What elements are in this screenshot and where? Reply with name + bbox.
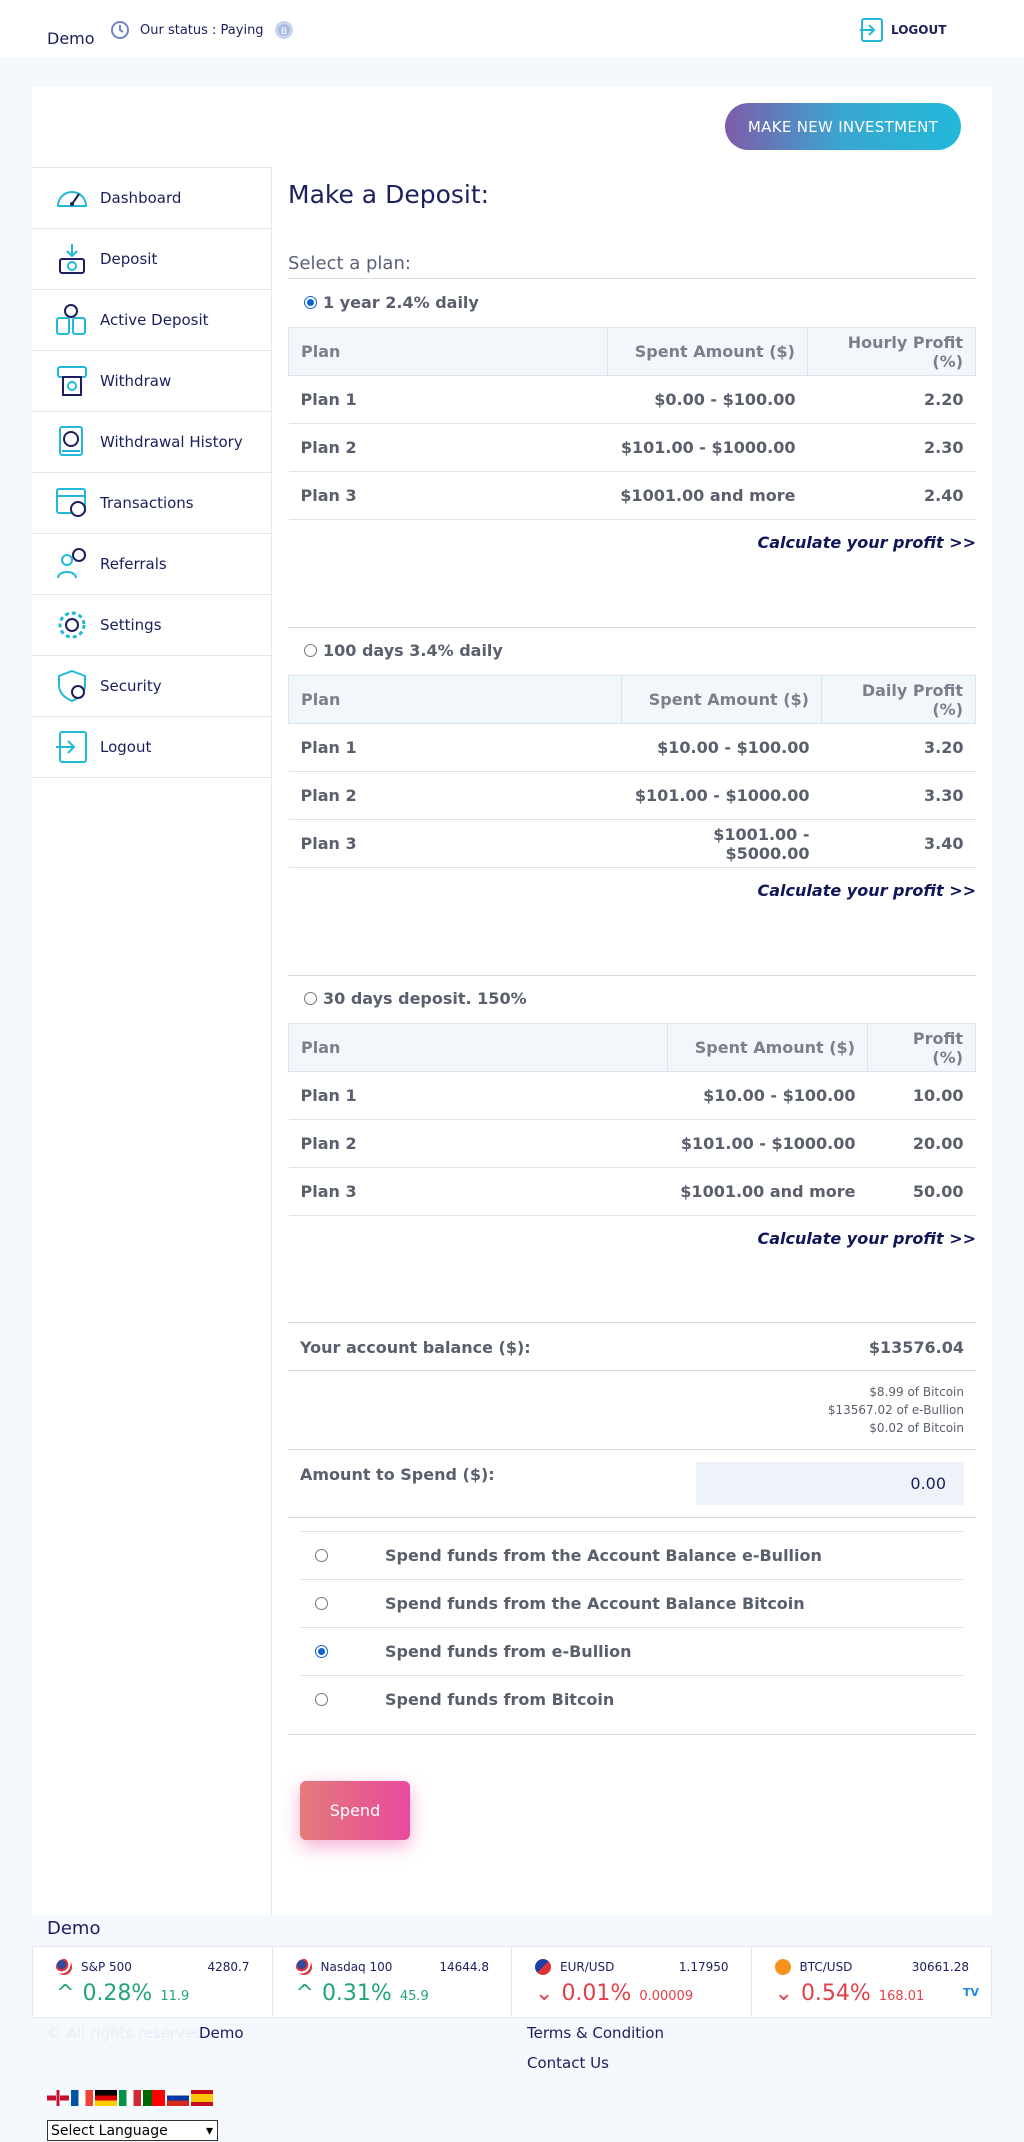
ticker-change	[775, 1981, 925, 2006]
sidebar-item-transactions[interactable]	[32, 473, 271, 534]
divider	[288, 1517, 976, 1518]
russian-flag-icon[interactable]	[167, 2090, 189, 2106]
plan-option-1[interactable]	[304, 293, 479, 312]
table-cell: Plan 1	[289, 376, 608, 424]
divider	[288, 975, 976, 976]
chevron-up-icon: ^	[56, 1981, 75, 2006]
eu-us-flag-icon	[535, 1959, 551, 1975]
table-header: Plan	[289, 676, 622, 724]
table-cell: Plan 1	[289, 1072, 668, 1120]
balance-value: $13576.04	[868, 1338, 964, 1357]
ticker-change	[56, 1981, 189, 2006]
divider	[288, 1734, 976, 1735]
calculate-profit-link[interactable]: Calculate your profit >>	[757, 533, 976, 552]
ticker-change	[296, 1981, 429, 2006]
table-cell: 10.00	[868, 1072, 976, 1120]
chevron-up-icon: ^	[295, 1981, 314, 2006]
ticker-change-abs: 45.9	[399, 1989, 429, 2004]
us-flag-icon	[56, 1959, 72, 1975]
spend-option-4[interactable]	[300, 1675, 964, 1723]
ticker-price: 1.17950	[678, 1960, 729, 1974]
bitcoin-document-icon	[54, 424, 90, 460]
ticker-price: 4280.7	[207, 1960, 250, 1974]
spend-radio[interactable]	[315, 1597, 328, 1610]
page-title: Make a Deposit:	[288, 180, 490, 209]
table-cell: 2.30	[808, 424, 976, 472]
gear-icon	[54, 607, 90, 643]
sidebar-item-active-deposit[interactable]	[32, 290, 271, 351]
sidebar-item-label: Transactions	[100, 494, 194, 512]
table-cell: Plan 2	[289, 772, 622, 820]
spend-option-label: Spend funds from Bitcoin	[385, 1690, 615, 1709]
table-cell: 3.20	[822, 724, 976, 772]
sidebar-item-label: Settings	[100, 616, 162, 634]
table-cell: 2.40	[808, 472, 976, 520]
footer-link-contact[interactable]: Contact Us	[527, 2054, 609, 2072]
logout-top-label: LOGOUT	[891, 23, 947, 37]
balance-label: Your account balance ($):	[300, 1338, 531, 1357]
french-flag-icon[interactable]	[71, 2090, 93, 2106]
sidebar-item-referrals[interactable]	[32, 534, 271, 595]
us-flag-icon	[296, 1959, 312, 1975]
sidebar-item-logout[interactable]	[32, 717, 271, 778]
balance-detail: $0.02 of Bitcoin	[869, 1421, 964, 1435]
sidebar-item-withdraw[interactable]	[32, 351, 271, 412]
speedometer-icon	[54, 180, 90, 216]
balance-detail: $8.99 of Bitcoin	[869, 1385, 964, 1399]
sidebar-item-label: Deposit	[100, 250, 158, 268]
plan-name: 30 days deposit. 150%	[323, 989, 527, 1008]
chevron-down-icon: ▾	[205, 2122, 213, 2139]
calculate-profit-link[interactable]: Calculate your profit >>	[757, 1229, 976, 1248]
logout-top-button[interactable]	[859, 17, 946, 43]
plan-table-3	[288, 1023, 976, 1216]
table-cell: Plan 1	[289, 724, 622, 772]
ticker-change	[535, 1981, 693, 2006]
plan-option-2[interactable]	[304, 641, 503, 660]
copyright-text: © All rights reserved.	[47, 2024, 209, 2042]
portuguese-flag-icon[interactable]	[143, 2090, 165, 2106]
table-header-row	[289, 328, 976, 376]
ticker-change-pct: 0.01%	[561, 1981, 632, 2006]
table-cell: $1001.00 and more	[668, 1168, 868, 1216]
amount-label: Amount to Spend ($):	[300, 1465, 495, 1484]
spend-option-3[interactable]	[300, 1627, 964, 1675]
ticker-name: S&P 500	[81, 1960, 132, 1974]
sidebar-item-dashboard[interactable]	[32, 168, 271, 229]
table-header: Hourly Profit (%)	[808, 328, 976, 376]
plan-table-1	[288, 327, 976, 520]
table-row	[289, 772, 976, 820]
spend-option-label: Spend funds from e-Bullion	[385, 1642, 632, 1661]
spend-radio[interactable]	[315, 1693, 328, 1706]
table-header: Spent Amount ($)	[608, 328, 808, 376]
chevron-down-icon: ⌄	[774, 1981, 793, 2006]
bitcoin-coin-icon	[274, 20, 294, 40]
table-row	[289, 1168, 976, 1216]
ticker-change-pct: 0.28%	[82, 1981, 153, 2006]
atm-withdraw-icon	[54, 363, 90, 399]
sidebar-item-deposit[interactable]	[32, 229, 271, 290]
sidebar-item-label: Withdrawal History	[100, 433, 243, 451]
spend-radio[interactable]	[315, 1549, 328, 1562]
language-flags	[47, 2090, 213, 2106]
spend-option-2[interactable]	[300, 1579, 964, 1627]
divider	[288, 1322, 976, 1323]
table-cell: Plan 3	[289, 472, 608, 520]
make-new-investment-button[interactable]: MAKE NEW INVESTMENT	[725, 103, 961, 150]
table-cell: 50.00	[868, 1168, 976, 1216]
amount-input[interactable]	[696, 1462, 964, 1505]
language-select-value: Select Language	[51, 2122, 168, 2139]
table-row	[289, 1120, 976, 1168]
divider	[288, 1370, 976, 1371]
ticker-change-abs: 11.9	[160, 1989, 190, 2004]
plan-table-2	[288, 675, 976, 868]
table-header: Profit (%)	[868, 1024, 976, 1072]
select-plan-label: Select a plan:	[288, 253, 411, 274]
status-text: Our status : Paying	[140, 23, 264, 38]
spend-button[interactable]: Spend	[300, 1781, 410, 1840]
svg-text:B: B	[280, 27, 288, 37]
sidebar-item-withdrawal-history[interactable]	[32, 412, 271, 473]
sidebar-item-label: Logout	[100, 738, 152, 756]
brand-name[interactable]: Demo	[47, 29, 95, 48]
language-select[interactable]	[47, 2120, 218, 2141]
table-cell: Plan 3	[289, 820, 622, 868]
calculate-profit-link[interactable]: Calculate your profit >>	[757, 881, 976, 900]
table-header: Spent Amount ($)	[622, 676, 822, 724]
sidebar-item-label: Withdraw	[100, 372, 172, 390]
table-header-row	[289, 1024, 976, 1072]
plan-radio-2[interactable]	[304, 644, 317, 657]
ticker-change-pct: 0.54%	[800, 1981, 871, 2006]
deposit-icon	[54, 241, 90, 277]
table-cell: $10.00 - $100.00	[668, 1072, 868, 1120]
sidebar-item-settings[interactable]	[32, 595, 271, 656]
transactions-icon	[54, 485, 90, 521]
ticker-item-eurusd[interactable]	[512, 1947, 752, 2017]
sidebar-item-label: Referrals	[100, 555, 167, 573]
table-cell: $0.00 - $100.00	[608, 376, 808, 424]
table-row	[289, 1072, 976, 1120]
table-row	[289, 376, 976, 424]
table-cell: 2.20	[808, 376, 976, 424]
bitcoin-icon	[775, 1959, 791, 1975]
spend-option-label: Spend funds from the Account Balance Bitcoin	[385, 1594, 805, 1613]
coins-stack-icon	[54, 302, 90, 338]
clock-icon	[110, 20, 130, 40]
plan-radio-1[interactable]	[304, 296, 317, 309]
table-cell: Plan 2	[289, 1120, 668, 1168]
ticker-price: 14644.8	[439, 1960, 489, 1974]
tradingview-logo-icon[interactable]: TV	[963, 1986, 980, 1999]
divider	[288, 278, 976, 279]
ticker-tape	[32, 1946, 992, 2018]
table-row	[289, 472, 976, 520]
table-header-row	[289, 676, 976, 724]
ticker-item-nasdaq[interactable]	[273, 1947, 513, 2017]
table-cell: Plan 2	[289, 424, 608, 472]
referral-user-icon	[54, 546, 90, 582]
table-cell: 3.40	[822, 820, 976, 868]
sidebar-item-security[interactable]	[32, 656, 271, 717]
ticker-change-abs: 168.01	[878, 1989, 925, 2004]
table-cell: $10.00 - $100.00	[622, 724, 822, 772]
table-cell: $101.00 - $1000.00	[668, 1120, 868, 1168]
table-header: Plan	[289, 1024, 668, 1072]
ticker-item-btcusd[interactable]	[752, 1947, 992, 2017]
spanish-flag-icon[interactable]	[191, 2090, 213, 2106]
table-cell: 3.30	[822, 772, 976, 820]
divider	[288, 627, 976, 628]
shield-icon	[54, 668, 90, 704]
table-cell: $1001.00 and more	[608, 472, 808, 520]
ticker-change-pct: 0.31%	[321, 1981, 392, 2006]
ticker-change-abs: 0.00009	[639, 1989, 694, 2004]
sidebar-item-label: Active Deposit	[100, 311, 209, 329]
english-flag-icon[interactable]	[47, 2090, 69, 2106]
ticker-price: 30661.28	[911, 1960, 969, 1974]
table-row	[289, 424, 976, 472]
ticker-name: BTC/USD	[799, 1960, 853, 1974]
ticker-item-sp500[interactable]	[33, 1947, 273, 2017]
table-cell: $101.00 - $1000.00	[608, 424, 808, 472]
divider	[288, 1449, 976, 1450]
table-header: Plan	[289, 328, 608, 376]
spend-radio[interactable]	[315, 1645, 328, 1658]
german-flag-icon[interactable]	[95, 2090, 117, 2106]
plan-name: 1 year 2.4% daily	[323, 293, 479, 312]
ticker-name: EUR/USD	[560, 1960, 615, 1974]
sidebar	[32, 167, 272, 1915]
table-cell: 20.00	[868, 1120, 976, 1168]
table-cell: $101.00 - $1000.00	[622, 772, 822, 820]
table-cell: Plan 3	[289, 1168, 668, 1216]
table-cell: $1001.00 - $5000.00	[622, 820, 822, 868]
plan-name: 100 days 3.4% daily	[323, 641, 503, 660]
sidebar-item-label: Dashboard	[100, 189, 182, 207]
footer-brand[interactable]: Demo	[47, 1918, 101, 1939]
logout-icon	[859, 17, 885, 43]
italian-flag-icon[interactable]	[119, 2090, 141, 2106]
balance-detail: $13567.02 of e-Bullion	[827, 1403, 964, 1417]
footer-link-demo[interactable]: Demo	[199, 2024, 244, 2042]
sidebar-item-label: Security	[100, 677, 162, 695]
table-row	[289, 724, 976, 772]
footer-link-terms[interactable]: Terms & Condition	[527, 2024, 664, 2042]
spend-option-1[interactable]	[300, 1531, 964, 1579]
plan-radio-3[interactable]	[304, 992, 317, 1005]
table-header: Daily Profit (%)	[822, 676, 976, 724]
spend-option-label: Spend funds from the Account Balance e-Bullion	[385, 1546, 822, 1565]
plan-option-3[interactable]	[304, 989, 527, 1008]
chevron-down-icon: ⌄	[535, 1981, 554, 2006]
logout-icon	[54, 729, 90, 765]
table-header: Spent Amount ($)	[668, 1024, 868, 1072]
ticker-name: Nasdaq 100	[320, 1960, 393, 1974]
table-row	[289, 820, 976, 868]
